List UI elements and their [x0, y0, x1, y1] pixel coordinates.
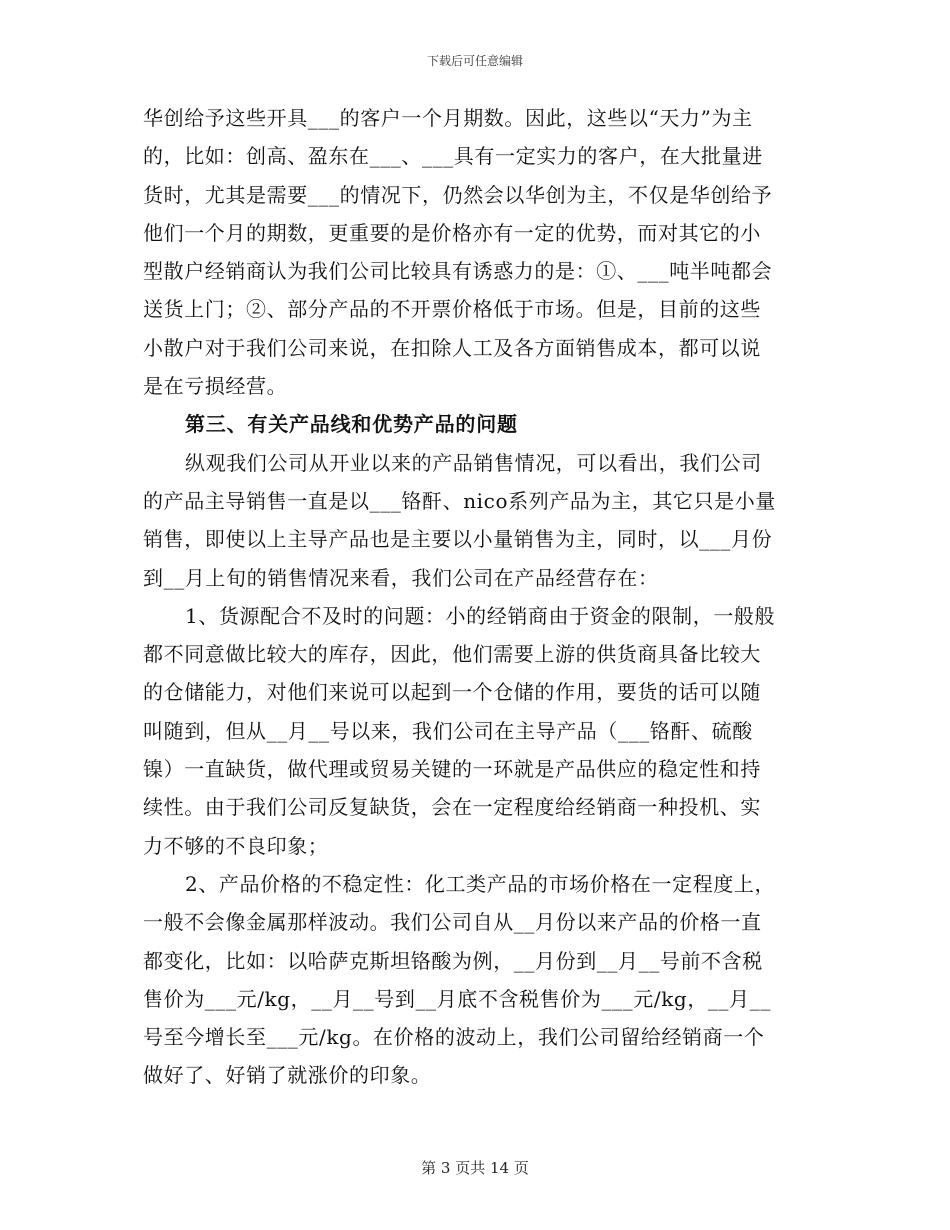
text-line: 2、产品价格的不稳定性：化工类产品的市场价格在一定程度上，	[185, 871, 776, 896]
text-line: 送货上门；②、部分产品的不开票价格低于市场。但是，目前的这些	[143, 297, 761, 322]
text-line: 售价为___元/kg，__月__号到__月底不含税售价为___元/kg，__月__	[143, 986, 771, 1011]
text-line: 都不同意做比较大的库存，因此，他们需要上游的供货商具备比较大	[143, 642, 761, 667]
text-line: 是在亏损经营。	[143, 374, 288, 399]
section-heading: 第三、有关产品线和优势产品的问题	[185, 412, 518, 437]
text-line: 叫随到，但从__月__号以来，我们公司在主导产品（___铬酐、硫酸	[143, 718, 753, 743]
text-line: 到__月上旬的销售情况来看，我们公司在产品经营存在：	[143, 565, 659, 590]
text-line: 号至今增长至___元/kg。在价格的波动上，我们公司留给经销商一个	[143, 1025, 765, 1050]
text-line: 型散户经销商认为我们公司比较具有诱惑力的是：①、___吨半吨都会	[143, 259, 773, 284]
text-line: 一般不会像金属那样波动。我们公司自从__月份以来产品的价格一直	[143, 910, 762, 935]
text-line: 镍）一直缺货，做代理或贸易关键的一环就是产品供应的稳定性和持	[143, 757, 761, 782]
text-line: 都变化，比如：以哈萨克斯坦铬酸为例，__月份到__月__号前不含税	[143, 948, 763, 973]
text-line: 货时，尤其是需要___的情况下，仍然会以华创为主，不仅是华创给予	[143, 182, 773, 207]
text-line: 的，比如：创高、盈东在___、___具有一定实力的客户，在大批量进	[143, 144, 763, 169]
text-line: 的仓储能力，对他们来说可以起到一个仓储的作用，要货的话可以随	[143, 680, 761, 705]
text-line: 纵观我们公司从开业以来的产品销售情况，可以看出，我们公司	[185, 450, 762, 475]
text-line: 他们一个月的期数，更重要的是价格亦有一定的优势，而对其它的小	[143, 220, 761, 245]
page-header: 下载后可任意编辑	[426, 54, 523, 68]
page-number: 第 3 页共 14 页	[421, 1159, 529, 1177]
document-body	[143, 99, 803, 1095]
text-line: 做好了、好销了就涨价的印象。	[143, 1063, 432, 1088]
text-line: 的产品主导销售一直是以___铬酐、nico系列产品为主，其它只是小量	[143, 488, 776, 513]
text-line: 销售，即使以上主导产品也是主要以小量销售为主，同时，以___月份	[143, 527, 773, 552]
text-line: 续性。由于我们公司反复缺货，会在一定程度给经销商一种投机、实	[143, 795, 761, 820]
text-line: 力不够的不良印象；	[143, 833, 329, 858]
text-line: 华创给予这些开具___的客户一个月期数。因此，这些以“天力”为主	[143, 106, 753, 130]
text-line: 1、货源配合不及时的问题：小的经销商由于资金的限制，一般般	[185, 603, 776, 628]
text-line: 小散户对于我们公司来说，在扣除人工及各方面销售成本，都可以说	[143, 335, 761, 360]
